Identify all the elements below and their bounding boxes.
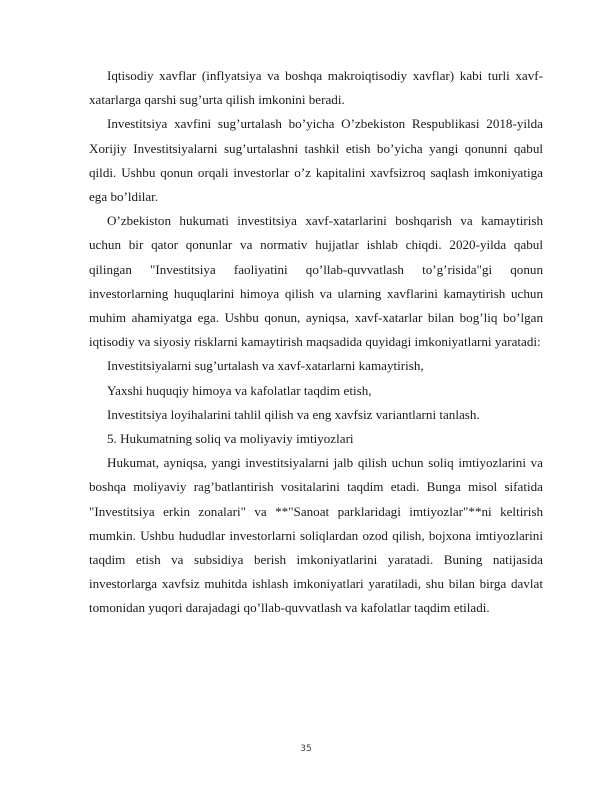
list-item-project-analysis: Investitsiya loyihalarini tahlil qilish va eng xavfsiz variantlarni tanlash. [107,406,480,422]
document-body [89,64,543,621]
paragraph-insurance-economic-risks: Iqtisodiy xavflar (inflyatsiya va boshqa makroiqtisodiy xavflar) kabi turli xavf-xatarlarga qarshi sug’urta qilish imkonini beradi. [89,68,543,108]
paragraph-insurance-law-2018: Investitsiya xavfini sug’urtalash bo’yicha O’zbekiston Respublikasi 2018-yilda Xorijiy Investitsiyalarni sug’urtalashni tashkil etish bo’yicha yangi qonunni qabul qildi. Ushbu qonun orqali investorlar o’z kapitalini xavfsizroq saqlash imkoniyatiga ega bo’ldilar. [89,116,543,205]
list-item-insurance: Investitsiyalarni sug’urtalash va xavf-xatarlarni kamaytirish, [107,358,424,374]
section-heading-tax-incentives: 5. Hukumatning soliq va moliyaviy imtiyozlari [107,431,354,447]
list-item-legal-protection: Yaxshi huquqiy himoya va kafolatlar taqdim etish, [107,382,372,398]
paragraph-tax-incentives: Hukumat, ayniqsa, yangi investitsiyalarni jalb qilish uchun soliq imtiyozlarini va boshqa moliyaviy rag’batlantirish vositalarini taqdim etadi. Bunga misol sifatida "Investitsiya erkin zonalari" va **"Sanoat parklaridagi imtiyozlar"**ni keltirish mumkin. Ushbu hududlar investorlarni soliqlardan ozod qilish, bojxona imtiyozlarini taqdim etish va subsidiya berish imkoniyatlarini yaratadi. Buning natijasida investorlarga xavfsiz muhitda ishlash imkoniyatlari yaratiladi, shu bilan birga davlat tomonidan yuqori darajadagi qo’llab-quvvatlash va kafolatlar taqdim etiladi. [89,455,543,616]
page-number: 35 [300,744,312,754]
paragraph-government-regulations: O’zbekiston hukumati investitsiya xavf-xatarlarini boshqarish va kamaytirish uchun bir qator qonunlar va normativ hujjatlar ishlab chiqdi. 2020-yilda qabul qilingan "Investitsiya faoliyatini qo’llab-quvvatlash to’g’risida"gi qonun investorlarning huquqlarini himoya qilish va ularning xavflarini kamaytirish uchun muhim ahamiyatga ega. Ushbu qonun, ayniqsa, xavf-xatarlar bilan bog’liq bo’lgan iqtisodiy va siyosiy risklarni kamaytirish maqsadida quyidagi imkoniyatlarni yaratadi: [89,213,543,350]
